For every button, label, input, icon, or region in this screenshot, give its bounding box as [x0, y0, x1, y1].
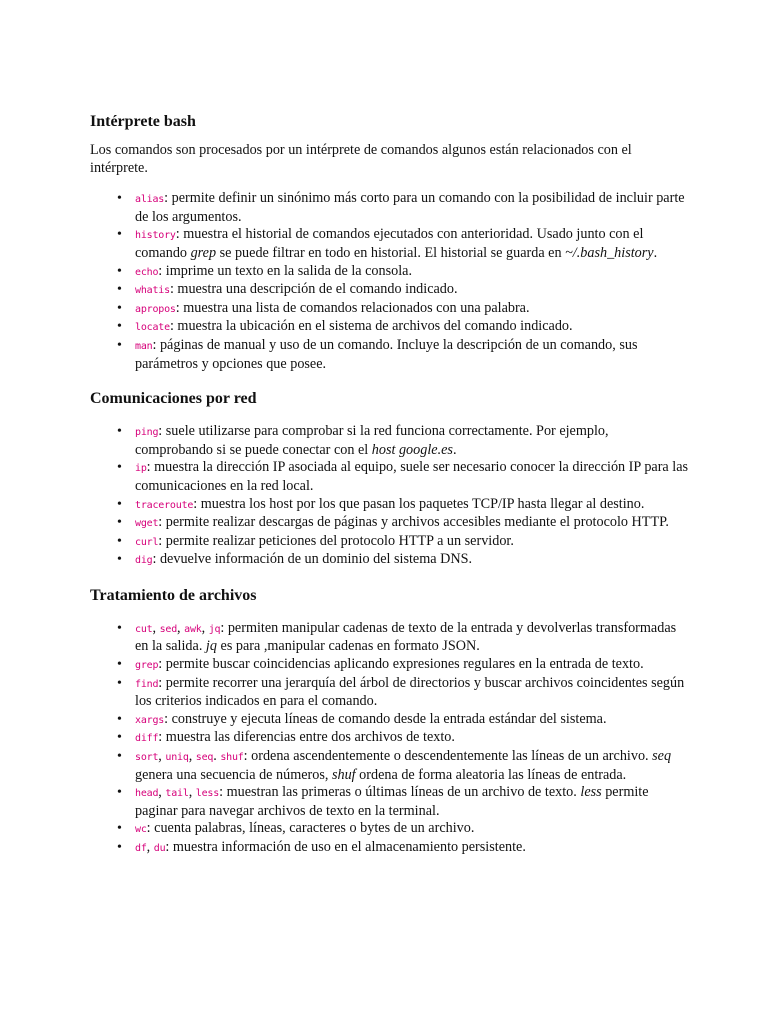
command-df: df	[135, 843, 147, 854]
emphasis-jq: jq	[205, 638, 217, 655]
command-wc: wc	[135, 824, 147, 836]
emphasis-less: less	[580, 784, 602, 801]
emphasis-seq: seq	[652, 748, 672, 765]
separator: ,	[177, 619, 185, 636]
description: es para ,manipular cadenas en formato JSON.	[216, 638, 480, 655]
list-item-ping	[90, 423, 690, 459]
list-item-df-du	[90, 839, 690, 858]
description: : suele utilizarse para comprobar si la red funciona correctamente. Por ejemplo, comprobando si se puede conectar con el	[135, 423, 609, 458]
description: ordena de forma aleatoria las líneas de entrada.	[355, 766, 627, 783]
command-echo: echo	[135, 266, 159, 278]
command-apropos: apropos	[135, 303, 176, 315]
bullet: •	[117, 496, 122, 512]
description: : muestra una lista de comandos relacionados con una palabra.	[175, 299, 530, 316]
bullet: •	[117, 730, 122, 746]
description: : páginas de manual y uso de un comando. Incluye la descripción de un comando, sus parámetros y opciones que posee.	[135, 336, 638, 372]
bullet: •	[117, 460, 122, 476]
bullet: •	[117, 749, 122, 765]
command-xargs: xargs	[135, 714, 165, 726]
description: : muestra los host por los que pasan los paquetes TCP/IP hasta llegar al destino.	[193, 495, 645, 512]
bullet: •	[117, 282, 122, 298]
document-page	[90, 112, 690, 858]
list-item-curl	[90, 533, 690, 552]
section-title-archivos: Tratamiento de archivos	[90, 586, 257, 604]
separator: ,	[158, 784, 166, 801]
description: : ordena ascendentemente o descendentemente las líneas de un archivo.	[243, 748, 653, 765]
list-item-grep	[90, 656, 690, 675]
separator: .	[213, 748, 221, 765]
separator: ,	[152, 619, 160, 636]
command-whatis: whatis	[135, 285, 170, 297]
description: : muestra una descripción de el comando indicado.	[169, 281, 458, 298]
command-ip: ip	[135, 463, 147, 475]
description: .	[653, 244, 658, 261]
separator: ,	[201, 619, 209, 636]
description: : cuenta palabras, líneas, caracteres o bytes de un archivo.	[146, 820, 475, 837]
list-item-wget	[90, 514, 690, 533]
command-sort: sort	[135, 752, 159, 764]
list-item-locate	[90, 318, 690, 337]
command-less: less	[195, 788, 220, 800]
emphasis-shuf: shuf	[331, 766, 356, 783]
files-command-list	[90, 620, 690, 858]
description: : devuelve información de un dominio del sistema DNS.	[152, 551, 473, 568]
list-item-head-tail-less	[90, 784, 690, 820]
command-curl: curl	[135, 536, 159, 548]
description: : permite realizar descargas de páginas y archivos accesibles mediante el protocolo HTTP.	[158, 514, 669, 531]
command-du: du	[153, 843, 166, 854]
command-man: man	[135, 340, 153, 352]
separator: ,	[146, 839, 154, 855]
bullet: •	[117, 263, 122, 279]
bullet: •	[117, 675, 122, 691]
command-traceroute: traceroute	[135, 499, 194, 511]
command-dig: dig	[135, 555, 153, 567]
command-shuf: shuf	[220, 752, 244, 764]
list-item-echo	[90, 263, 690, 282]
bullet: •	[117, 840, 122, 855]
command-find: find	[135, 678, 159, 690]
bullet: •	[117, 227, 122, 243]
command-tail: tail	[165, 788, 189, 800]
description: : permite recorrer una jerarquía del árbol de directorios y buscar archivos coincidentes según los criterios indicados en para el comando.	[135, 674, 685, 710]
command-locate: locate	[135, 322, 170, 334]
command-grep: grep	[135, 660, 159, 672]
command-head: head	[135, 788, 159, 800]
description: se puede filtrar en todo en historial. El historial se guarda en	[216, 244, 566, 261]
description: : muestra la ubicación en el sistema de archivos del comando indicado.	[169, 318, 573, 335]
list-item-xargs	[90, 711, 690, 730]
description: : muestra las diferencias entre dos archivos de texto.	[158, 729, 455, 746]
description: permite paginar para navegar archivos de texto en la terminal.	[135, 784, 649, 819]
emphasis-bash-history: ~/.bash_history	[565, 244, 654, 261]
bullet: •	[117, 552, 122, 568]
description: : muestra la dirección IP asociada al equipo, suele ser necesario conocer la dirección IP para las comunicaciones en la red local.	[135, 459, 689, 494]
command-alias: alias	[135, 194, 165, 206]
bullet: •	[117, 711, 122, 727]
command-uniq: uniq	[165, 752, 189, 764]
list-item-diff	[90, 729, 690, 748]
description: : permite realizar peticiones del protocolo HTTP a un servidor.	[158, 532, 514, 549]
command-diff: diff	[135, 733, 159, 745]
emphasis-host: host google.es	[371, 441, 453, 458]
bullet: •	[117, 821, 122, 837]
list-item-history	[90, 226, 690, 262]
description: : muestra información de uso en el almacenamiento persistente.	[165, 839, 526, 855]
network-command-list	[90, 423, 690, 570]
bullet: •	[117, 657, 122, 673]
description: : permiten manipular cadenas de texto de la entrada y devolverlas transformadas en la salida.	[135, 619, 677, 655]
bullet: •	[117, 319, 122, 335]
bullet: •	[117, 533, 122, 549]
list-item-sort-uniq-seq-shuf	[90, 748, 690, 784]
description: .	[452, 441, 457, 458]
description: : muestra el historial de comandos ejecutados con anterioridad. Usado junto con el comando	[135, 226, 644, 261]
command-cut: cut	[135, 623, 153, 635]
command-sed: sed	[159, 623, 178, 635]
list-item-cut-sed-awk-jq	[90, 620, 690, 656]
bullet: •	[117, 191, 122, 207]
list-item-find	[90, 675, 690, 711]
command-ping: ping	[135, 427, 159, 439]
command-seq: seq	[195, 752, 214, 764]
bash-command-list	[90, 190, 690, 373]
description: : permite buscar coincidencias aplicando expresiones regulares en la entrada de texto.	[158, 656, 644, 673]
section-title-bash: Intérprete bash	[90, 113, 196, 130]
separator: ,	[188, 748, 196, 765]
separator: ,	[158, 748, 166, 765]
list-item-man	[90, 337, 690, 373]
list-item-apropos	[90, 300, 690, 319]
description: : muestran las primeras o últimas líneas de un archivo de texto.	[219, 784, 581, 801]
description: : permite definir un sinónimo más corto para un comando con la posibilidad de incluir parte de los argumentos.	[135, 190, 685, 225]
list-item-wc	[90, 820, 690, 839]
command-jq: jq	[208, 623, 221, 635]
section-intro-bash: Los comandos son procesados por un intérprete de comandos algunos están relacionados con el intérprete.	[90, 142, 632, 176]
list-item-dig	[90, 551, 690, 570]
list-item-traceroute	[90, 496, 690, 515]
bullet: •	[117, 620, 122, 636]
emphasis-grep: grep	[190, 244, 217, 261]
bullet: •	[117, 300, 122, 316]
description: : imprime un texto en la salida de la consola.	[158, 262, 413, 279]
list-item-ip	[90, 459, 690, 495]
section-title-red: Comunicaciones por red	[90, 390, 257, 408]
separator: ,	[188, 784, 196, 801]
command-awk: awk	[184, 623, 202, 635]
bullet: •	[117, 337, 122, 353]
list-item-alias	[90, 190, 690, 226]
bullet: •	[117, 424, 122, 440]
command-history: history	[135, 230, 176, 242]
description: genera una secuencia de números,	[135, 766, 332, 783]
description: : construye y ejecuta líneas de comando desde la entrada estándar del sistema.	[164, 710, 607, 727]
bullet: •	[117, 515, 122, 531]
bullet: •	[117, 785, 122, 801]
command-wget: wget	[135, 518, 159, 530]
list-item-whatis	[90, 281, 690, 300]
